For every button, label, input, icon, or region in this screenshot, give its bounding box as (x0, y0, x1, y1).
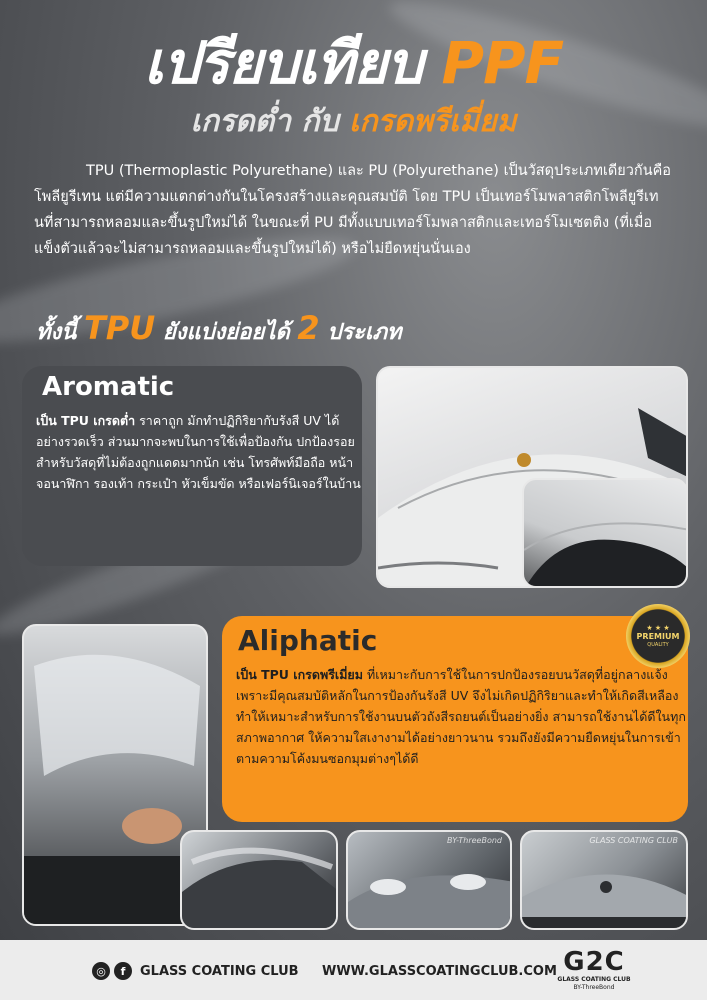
wrap-illustration-3 (522, 832, 688, 930)
subhead-count: 2 (297, 309, 320, 347)
fender-illustration (524, 480, 688, 588)
logo-tagline-1: GLASS COATING CLUB (557, 976, 631, 983)
wrap-photo-3-label: GLASS COATING CLUB (589, 836, 678, 845)
aliphatic-lead: เป็น TPU เกรดพรีเมี่ยม (236, 667, 363, 682)
logo-mark: G2C (563, 947, 625, 977)
wrap-photo-1 (180, 830, 338, 930)
wrap-photo-2-label: BY-ThreeBond (446, 836, 502, 845)
car-fender-photo (522, 478, 688, 588)
wrap-photo-2 (346, 830, 512, 930)
g2c-logo (548, 948, 640, 992)
aliphatic-title: Aliphatic (238, 624, 378, 657)
section-heading (36, 306, 401, 355)
instagram-icon[interactable]: ◎ (92, 962, 110, 980)
aromatic-description (36, 410, 366, 494)
aromatic-lead: เป็น TPU เกรดต่ำ (36, 413, 136, 428)
badge-stars: ★ ★ ★ (646, 623, 670, 632)
title-low-grade: เกรดต่ำ (190, 104, 291, 139)
title-premium-grade: เกรดพรีเมี่ยม (349, 104, 517, 139)
footer-brand-name: GLASS COATING CLUB (140, 963, 299, 979)
badge-premium-label: PREMIUM (636, 631, 680, 641)
main-title (0, 28, 707, 98)
title-join: กับ (290, 104, 350, 139)
social-links (92, 962, 299, 980)
title-main-text: เปรียบเทียบ (143, 29, 442, 97)
sub-title (0, 100, 707, 144)
premium-quality-badge (626, 604, 690, 668)
footer-website-link[interactable]: WWW.GLASSCOATINGCLUB.COM (322, 964, 557, 979)
aliphatic-description (236, 664, 686, 769)
badge-quality-label: QUALITY (647, 641, 669, 648)
subhead-part3: ประเภท (319, 320, 402, 345)
aromatic-body: ราคาถูก มักทำปฏิกิริยากับรังสี UV ได้อย่างรวดเร็ว ส่วนมากจะพบในการใช้เพื่อป้องกัน ปกป้องรอยสำหรับวัสดุที่ไม่ต้องถูกแดดมากนัก เช่น โทรศัพท์มือถือ หน้าจอนาฬิกา รองเท้า กระเป๋า หัวเข็มขัด หรือเฟอร์นิเจอร์ในบ้าน (36, 413, 361, 491)
subhead-part2: ยังแบ่งย่อยได้ (155, 320, 298, 345)
wrap-illustration-1 (182, 832, 338, 930)
intro-paragraph: TPU (Thermoplastic Polyurethane) และ PU (Polyurethane) เป็นวัสดุประเภทเดียวกันคือโพลียูรีเทน แต่มีความแตกต่างกันในโครงสร้างและคุณสมบัติ โดย TPU เป็นเทอร์โมพลาสติกโพลียูรีเทนที่สามารถหลอมและขึ้นรูปใหม่ได้ ในขณะที่ PU มีทั้งแบบเทอร์โมพลาสติกและเทอร์โมเซตติง (ที่เมื่อแข็งตัวแล้วจะไม่สามารถหลอมและขึ้นรูปใหม่ได้) หรือไม่ยืดหยุ่นนั่นเอง (34, 163, 672, 257)
subhead-tpu: TPU (83, 309, 156, 347)
logo-tagline-2: BY-ThreeBond (573, 984, 615, 991)
subhead-part1: ทั้งนี้ (36, 320, 84, 345)
aromatic-title: Aromatic (42, 372, 175, 402)
wrap-photo-3 (520, 830, 688, 930)
facebook-icon[interactable]: f (114, 962, 132, 980)
wrap-illustration-2 (348, 832, 512, 930)
aliphatic-body: ที่เหมาะกับการใช้ในการปกป้องรอยบนวัสดุที่อยู่กลางแจ้ง เพราะมีคุณสมบัติหลักในการป้องกันรังสี UV จึงไม่เกิดปฏิกิริยาและทำให้เกิดสีเหลือง ทำให้เหมาะสำหรับการใช้งานบนตัวถังสีรถยนต์เป็นอย่างยิ่ง สามารถใช้งานได้ดีในทุกสภาพอากาศ ให้ความใสเงางามได้อย่างยาวนาน รวมถึงยังมีความยืดหยุ่นในการเข้าตามความโค้งมนซอกมุมต่างๆได้ดี (236, 667, 686, 766)
title-accent-ppf: PPF (441, 29, 564, 97)
